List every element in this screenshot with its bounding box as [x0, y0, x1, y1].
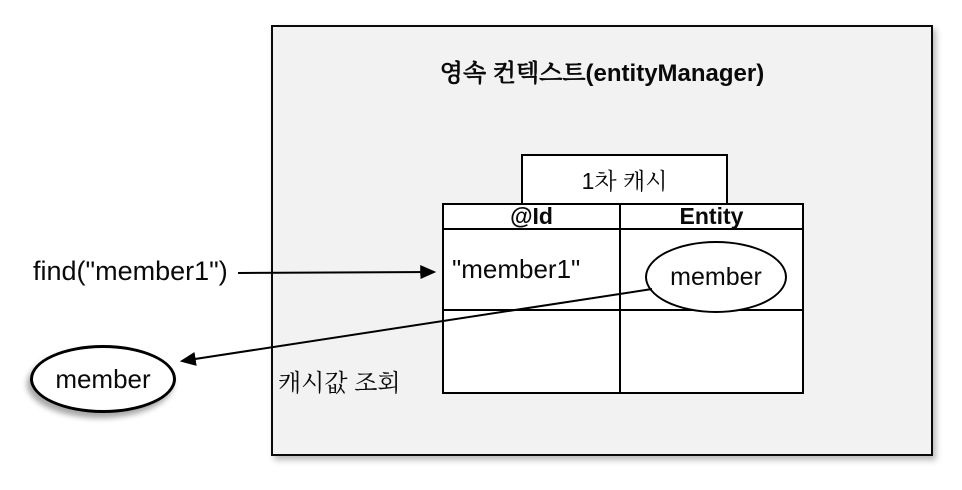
cached-entity-label: member	[670, 262, 762, 291]
returned-entity-ellipse	[30, 345, 176, 413]
find-call-label: find("member1")	[33, 256, 228, 286]
first-level-cache-box	[521, 154, 728, 205]
first-level-cache-label: 1차 캐시	[581, 168, 668, 194]
table-header-id: @Id	[444, 205, 621, 230]
table-cell-id-row2	[444, 311, 621, 392]
table-cell-id-row1: "member1"	[444, 230, 621, 311]
returned-entity-label: member	[55, 363, 151, 394]
table-header-entity: Entity	[621, 205, 802, 230]
cache-lookup-annotation: 캐시값 조회	[278, 370, 401, 397]
table-cell-entity-row2	[621, 311, 802, 392]
cached-entity-ellipse	[645, 241, 787, 313]
persistence-context-title: 영속 컨텍스트(entityManager)	[439, 60, 765, 87]
